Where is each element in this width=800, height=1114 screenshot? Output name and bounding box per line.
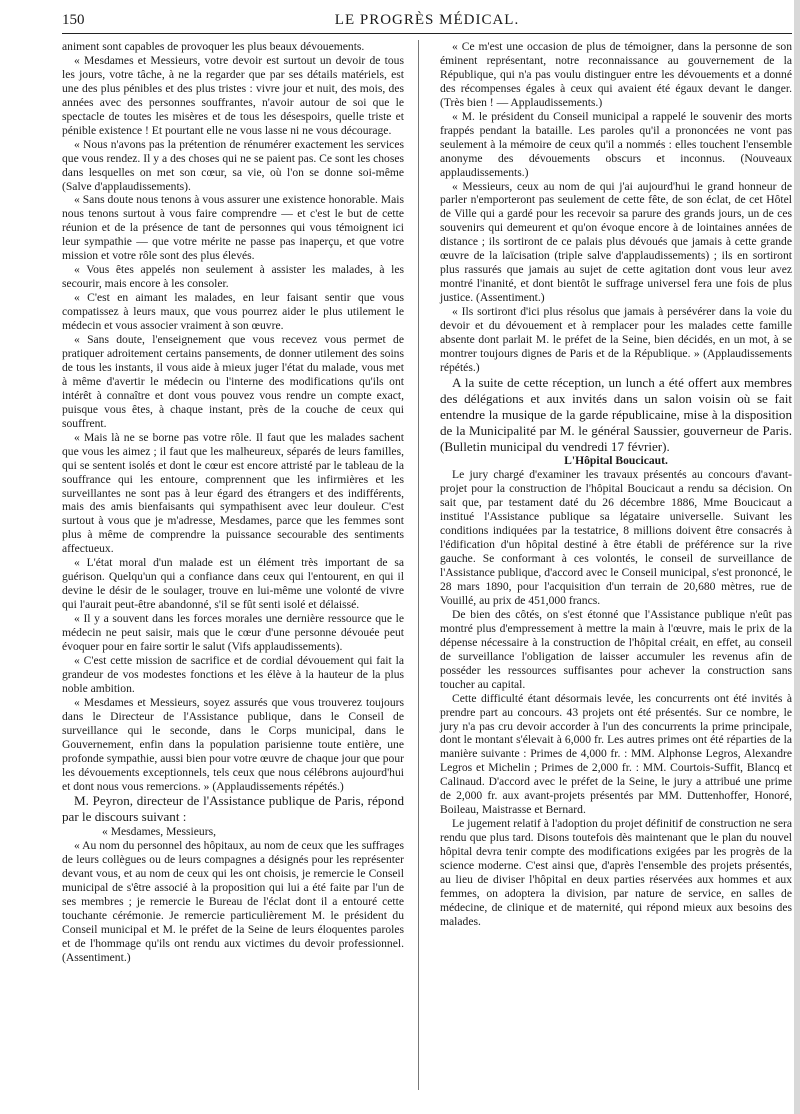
paragraph: « Vous êtes appelés non seulement à assister les malades, à les secourir, mais encore à les consoler. bbox=[62, 263, 404, 291]
paragraph: « Nous n'avons pas la prétention de rénumérer exactement les services que vous rendez. Il y a des choses qui ne se paient pas. Ce sont les choses dans lesquelles on met son cœur, sa vie, où l'on se donne soi-même (Salve d'applaudissements). bbox=[62, 137, 404, 193]
page-number: 150 bbox=[62, 12, 85, 28]
left-column bbox=[62, 40, 404, 965]
page-edge bbox=[794, 0, 800, 1114]
journal-title: LE PROGRÈS MÉDICAL. bbox=[334, 12, 520, 28]
header-rule bbox=[62, 33, 792, 34]
paragraph: « Ils sortiront d'ici plus résolus que jamais à persévérer dans la voie du devoir et du dévouement et à remplacer pour les malades cette famille absente dont parlait M. le préfet de la Seine, bien décidés, en un mot, à se montrer toujours dignes de Paris et de la République. » (Applaudissements répétés.) bbox=[440, 305, 792, 374]
paragraph: « Mesdames et Messieurs, soyez assurés que vous trouverez toujours dans le Directeur de l'Assistance publique, dans le Conseil de surveillance qui le seconde, dans le Corps municipal, dans le Gouvernement, enfin dans la population parisienne toute entière, une profonde sympathie, aussi bien pour votre œuvre de chaque jour que pour les dévouements exceptionnels, tels ceux que nous célébrons aujourd'hui et dont nous vous remercions. » (Applaudissements répétés.) bbox=[62, 695, 404, 793]
paragraph: « Sans doute, l'enseignement que vous recevez vous permet de pratiquer adroitement certains pansements, de donner utilement des soins de tous les instants, il vous aide à mieux juger l'état du malade, vous met à même d'avertir le médecin ou l'interne des modifications qu'ils ont intérêt à connaître et dont vous pouvez vous rendre un compte exact, puisque vous êtes, à chaque instant, près de la couche de ceux qui souffrent. bbox=[62, 333, 404, 430]
paragraph: « Mais là ne se borne pas votre rôle. Il faut que les malades sachent que vous les aimez ; il faut que les malheureux, séparés de leurs familles, qui se sentent isolés et dont le cœur est encore attristé par le tableau de la souffrance qui les entoure, comprennent que les infirmières et les surveillantes ne sont pas à leur égard des étrangers et des indifférents, mais des amis bienfaisants qui sympathisent avec leur douleur. C'est surtout à vous que je m'adresse, Mesdames, parce que les femmes sont plus à même de comprendre la puissance secourable des sentiments affectueux. bbox=[62, 430, 404, 556]
paragraph: « C'est cette mission de sacrifice et de cordial dévouement qui fait la grandeur de vos modestes fonctions et les élève à la hauteur de la plus noble ambition. bbox=[62, 653, 404, 695]
paragraph: « Il y a souvent dans les forces morales une dernière ressource que le médecin ne peut saisir, mais que le cœur d'une personne dévouée peut évoquer pour en faire sortir le salut (Vifs applaudissements). bbox=[62, 612, 404, 653]
paragraph-large: A la suite de cette réception, un lunch a été offert aux membres des délégations et aux invités dans un salon voisin où se fait entendre la musique de la garde républicaine, mise à la disposition de la Municipalité par M. le général Saussier, gouverneur de Paris. (Bulletin municipal du vendredi 17 février). bbox=[440, 374, 792, 454]
paragraph: animent sont capables de provoquer les plus beaux dévouements. bbox=[62, 40, 365, 53]
paragraph: « Mesdames et Messieurs, votre devoir est surtout un devoir de tous les jours, votre tâche, à ne la regarder que par ses détails matériels, est une des plus pénibles et des plus tristes : vivre jour et nuit, des mois, des années avec des personnes souffrantes, n'avoir autour de soi que le spectacle de toutes les misères et de tous les désespoirs, quelle triste et pénible existence ! Et pourtant elle ne vous lasse ni ne vous décourage. bbox=[62, 53, 404, 137]
paragraph: « L'état moral d'un malade est un élément très important de sa guérison. Quelqu'un qui a confiance dans ceux qui l'entourent, en qui il devine le désir de le soulager, trouve en lui-même une volonté de vivre qui l'aurait peut-être abandonné, s'il se fût senti isolé et délaissé. bbox=[62, 556, 404, 612]
paragraph: « Mesdames, Messieurs, bbox=[102, 825, 216, 839]
paragraph: Cette difficulté étant désormais levée, les concurrents ont été invités à prendre part au concours. 43 projets ont été présentés. Sur ce nombre, le jury n'a pas cru devoir accorder à l'un des concurrents la prime principale, dont le montant s'élevait à 6,000 fr. Les autres primes ont été réparties de la manière suivante : Primes de 4,000 fr. : MM. Alphonse Legros, Alexandre Legros et Michelin ; Primes de 2,000 fr. : MM. Courtois-Suffit, Blancq et Calinaud. D'accord avec le préfet de la Seine, le jury a attribué une prime de 2,000 fr. aux avant-projets présentés par MM. Duttenhoffer, Honoré, Boileau, Maistrasse et Bernard. bbox=[440, 691, 792, 817]
paragraph: Le jury chargé d'examiner les travaux présentés au concours d'avant-projet pour la construction de l'hôpital Boucicaut a rendu sa décision. On sait que, par testament daté du 26 décembre 1886, Mme Boucicaut a institué l'Assistance publique sa légataire universelle. Suivant les conditions indiquées par la testatrice, 8 millions doivent être consacrés à l'édification d'un hôpital destiné à être établi de préférence sur la rive gauche. Se conformant à ces volontés, le conseil de surveillance de l'Assistance publique, d'accord avec le Conseil municipal, s'est prononcé, le 28 mars 1890, pour l'acquisition d'un terrain de 20,680 mètres, rue de Vouillé, au prix de 451,000 francs. bbox=[440, 468, 792, 607]
column-divider bbox=[418, 40, 419, 1090]
paragraph: « Messieurs, ceux au nom de qui j'ai aujourd'hui le grand honneur de parler n'emporteront pas seulement de cette fête, de son éclat, de cet Hôtel de Ville qui a gardé pour les recevoir sa parure des grands jours, un de ces souvenirs qui demeurent et qu'on évoque encore à de lointaines années de distance ; ils sortiront de ce palais plus dévoués que jamais à cette grande œuvre de la laïcisation (triple salve d'applaudissements) ; ils en sortiront plus rassurés que jamais au sujet de cette agitation dont vous leur avez montré l'inanité, et dont bientôt le suffrage universel fera une fois de plus justice. (Assentiment.) bbox=[440, 179, 792, 305]
paragraph: « Ce m'est une occasion de plus de témoigner, dans la personne de son éminent représentant, notre reconnaissance au gouvernement de la République, qui n'a pas voulu distinguer entre les dévouements et a donné des récompenses égales à ceux qui avaient été égaux devant le danger. (Très bien ! — Applaudissements.) bbox=[440, 40, 792, 109]
page-header bbox=[62, 12, 792, 34]
paragraph: Le jugement relatif à l'adoption du projet définitif de construction ne sera rendu que plus tard. Disons toutefois dès maintenant que le plan du nouvel hôpital devra tenir compte des modifications exigées par les progrès de la science moderne. C'est ainsi que, d'après l'ensemble des projets présentés, au lieu de diviser l'hôpital en deux parties réservées aux hommes et aux femmes, on adoptera la division, par nature de service, en salles de médecine, de clinique et de maternité, qui répond mieux aux besoins des malades. bbox=[440, 817, 792, 928]
paragraph: « Sans doute nous tenons à vous assurer une existence honorable. Mais nous tenons surtout à vous faire comprendre — et c'est le but de cette réunion et de la présence de tant de personnes qui vous témoignent ici leur sympathie — que votre mérite ne passe pas inaperçu, et que votre mission et votre rôle sont des plus élevés. bbox=[62, 193, 404, 263]
right-column bbox=[440, 40, 792, 929]
paragraph-large: M. Peyron, directeur de l'Assistance publique de Paris, répond par le discours suivant : bbox=[62, 793, 404, 825]
section-title: L'Hôpital Boucicaut. bbox=[564, 454, 668, 468]
paragraph: « M. le président du Conseil municipal a rappelé le souvenir des morts frappés pendant la bataille. Les paroles qu'il a prononcées ne vont pas seulement à la mémoire de ceux qu'il a nommés : elles touchent l'ensemble anonyme des dévouements obscurs et inconnus. (Nouveaux applaudissements.) bbox=[440, 109, 792, 179]
paragraph: « C'est en aimant les malades, en leur faisant sentir que vous compatissez à leurs maux, que vous pourrez aider le plus utilement le médecin et vous associer vraiment à son œuvre. bbox=[62, 291, 404, 333]
paragraph: De bien des côtés, on s'est étonné que l'Assistance publique n'eût pas montré plus d'empressement à mettre la main à l'œuvre, mais le prix de la dépense nécessaire à la construction de l'hôpital créait, en effet, au conseil de surveillance l'obligation de laisser accumuler les revenus afin de posséder les ressources suffisantes pour achever la construction sans toucher au capital. bbox=[440, 607, 792, 691]
paragraph: « Au nom du personnel des hôpitaux, au nom de ceux que les suffrages de leurs collègues ou de leurs compagnes a désignés pour les représenter devant vous, et au nom de ceux qui les ont choisis, je remercie le Conseil municipal de s'être associé à la proposition qui lui a été faite par l'un de ses membres ; je remercie le Bureau de l'éclat dont il a entouré cette touchante cérémonie. Je remercie particulièrement M. le président du Conseil municipal et M. le préfet de la Seine de leurs éloquentes paroles et de l'hommage qu'ils ont rendu aux victimes du devoir professionnel. (Assentiment.) bbox=[62, 839, 404, 964]
